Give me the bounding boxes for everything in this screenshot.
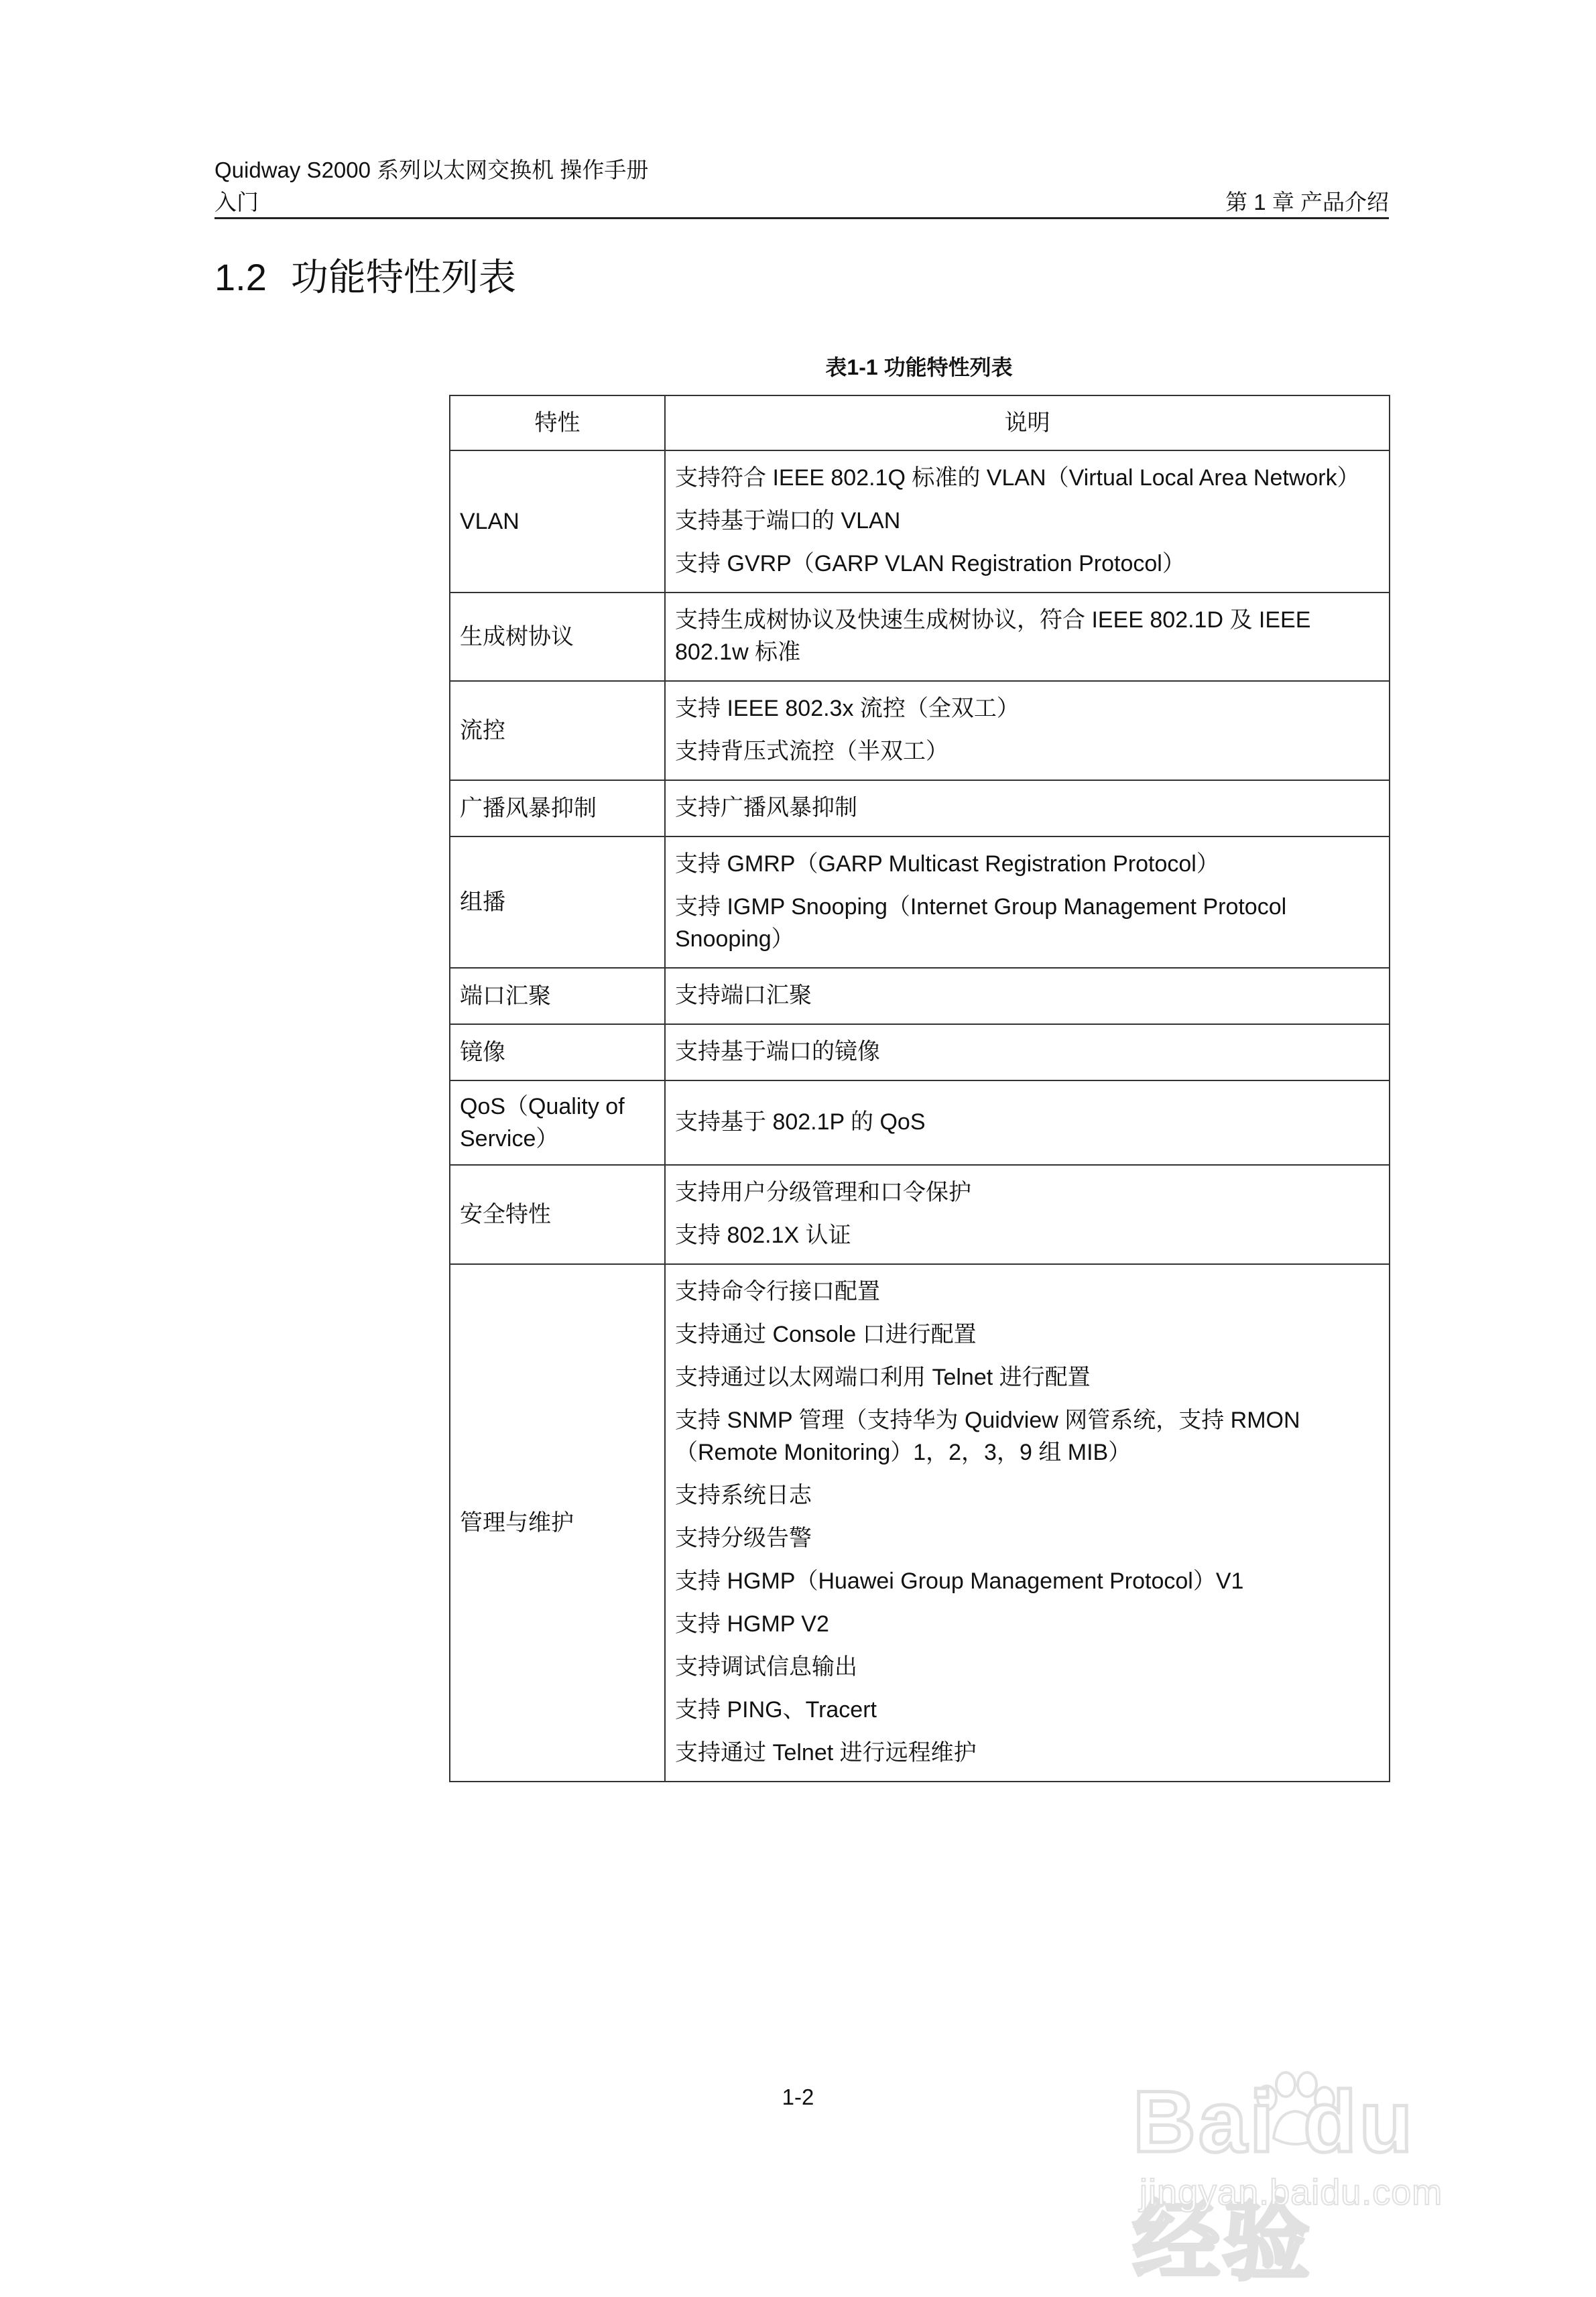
feature-cell: 管理与维护 — [450, 1264, 665, 1782]
feature-cell: 广播风暴抑制 — [450, 780, 665, 836]
header-chapter: 第 1 章 产品介绍 — [1225, 190, 1389, 214]
description-item: 支持通过 Telnet 进行远程维护 — [675, 1740, 977, 1765]
description-item: 支持通过 Console 口进行配置 — [675, 1322, 977, 1347]
page-number: 1-2 — [782, 2085, 814, 2109]
description-item: 支持 GMRP（GARP Multicast Registration Protocol） — [675, 851, 1219, 877]
description-item: 支持 GVRP（GARP VLAN Registration Protocol） — [675, 551, 1185, 576]
description-cell — [665, 1165, 1390, 1264]
header-divider — [214, 217, 1389, 219]
description-cell — [665, 780, 1390, 836]
header-doc-title: Quidway S2000 系列以太网交换机 操作手册 — [214, 158, 649, 182]
description-item: 支持 SNMP 管理（支持华为 Quidview 网管系统，支持 RMON（Remote Monitoring）1，2，3，9 组 MIB） — [675, 1408, 1300, 1465]
description-item: 支持生成树协议及快速生成树协议，符合 IEEE 802.1D 及 IEEE 802.1w 标准 — [675, 607, 1311, 665]
description-item: 支持通过以太网端口利用 Telnet 进行配置 — [675, 1365, 1091, 1390]
description-cell — [665, 968, 1390, 1024]
feature-cell: 端口汇聚 — [450, 968, 665, 1024]
section-title-text: 功能特性列表 — [290, 256, 516, 298]
feature-cell: 流控 — [450, 681, 665, 780]
description-item: 支持 IGMP Snooping（Internet Group Management Protocol Snooping） — [675, 894, 1287, 952]
table-header-row — [450, 395, 1390, 450]
description-cell — [665, 593, 1390, 681]
description-item: 支持 HGMP V2 — [675, 1611, 829, 1637]
column-header-description: 说明 — [665, 395, 1390, 450]
description-item: 支持分级告警 — [675, 1526, 812, 1551]
description-cell — [665, 450, 1390, 593]
description-cell — [665, 681, 1390, 780]
feature-cell: 镜像 — [450, 1024, 665, 1080]
table-row — [450, 1165, 1390, 1264]
feature-table — [449, 395, 1390, 1782]
table-row — [450, 836, 1390, 968]
watermark-url: jingyan.baidu.com — [1140, 2172, 1443, 2213]
description-cell — [665, 836, 1390, 968]
table-row — [450, 1024, 1390, 1080]
feature-cell: VLAN — [450, 450, 665, 593]
description-item: 支持基于端口的 VLAN — [675, 508, 901, 534]
table-row — [450, 1080, 1390, 1165]
description-item: 支持 HGMP（Huawei Group Management Protocol）V1 — [675, 1568, 1244, 1594]
feature-cell: 安全特性 — [450, 1165, 665, 1264]
column-header-feature: 特性 — [450, 395, 665, 450]
description-item: 支持调试信息输出 — [675, 1654, 857, 1680]
description-item: 支持命令行接口配置 — [675, 1279, 880, 1304]
header-part: 入门 — [214, 190, 259, 214]
table-row — [450, 780, 1390, 836]
table-row — [450, 593, 1390, 681]
description-cell — [665, 1024, 1390, 1080]
feature-cell: QoS（Quality of Service） — [450, 1080, 665, 1165]
baidu-jingyan-watermark — [1133, 2071, 1508, 2290]
section-title — [214, 248, 516, 302]
section-number: 1.2 — [214, 256, 267, 298]
description-item: 支持用户分级管理和口令保护 — [675, 1180, 971, 1205]
feature-cell: 生成树协议 — [450, 593, 665, 681]
table-row — [450, 1264, 1390, 1782]
table-caption: 表1-1 功能特性列表 — [825, 355, 1013, 379]
watermark-logo-text: Bai du 经验 — [1133, 2072, 1416, 2290]
description-item: 支持基于 802.1P 的 QoS — [675, 1109, 926, 1135]
description-item: 支持 PING、Tracert — [675, 1697, 877, 1723]
description-cell — [665, 1080, 1390, 1165]
table-row — [450, 681, 1390, 780]
description-cell — [665, 1264, 1390, 1782]
table-row — [450, 450, 1390, 593]
description-item: 支持 IEEE 802.3x 流控（全双工） — [675, 696, 1020, 721]
description-item: 支持 802.1X 认证 — [675, 1223, 851, 1248]
description-item: 支持基于端口的镜像 — [675, 1039, 880, 1064]
description-item: 支持符合 IEEE 802.1Q 标准的 VLAN（Virtual Local Area Network） — [675, 465, 1360, 491]
description-item: 支持广播风暴抑制 — [675, 795, 857, 820]
feature-cell: 组播 — [450, 836, 665, 968]
table-row — [450, 968, 1390, 1024]
description-item: 支持端口汇聚 — [675, 983, 812, 1008]
description-item: 支持系统日志 — [675, 1483, 812, 1508]
description-item: 支持背压式流控（半双工） — [675, 739, 948, 764]
